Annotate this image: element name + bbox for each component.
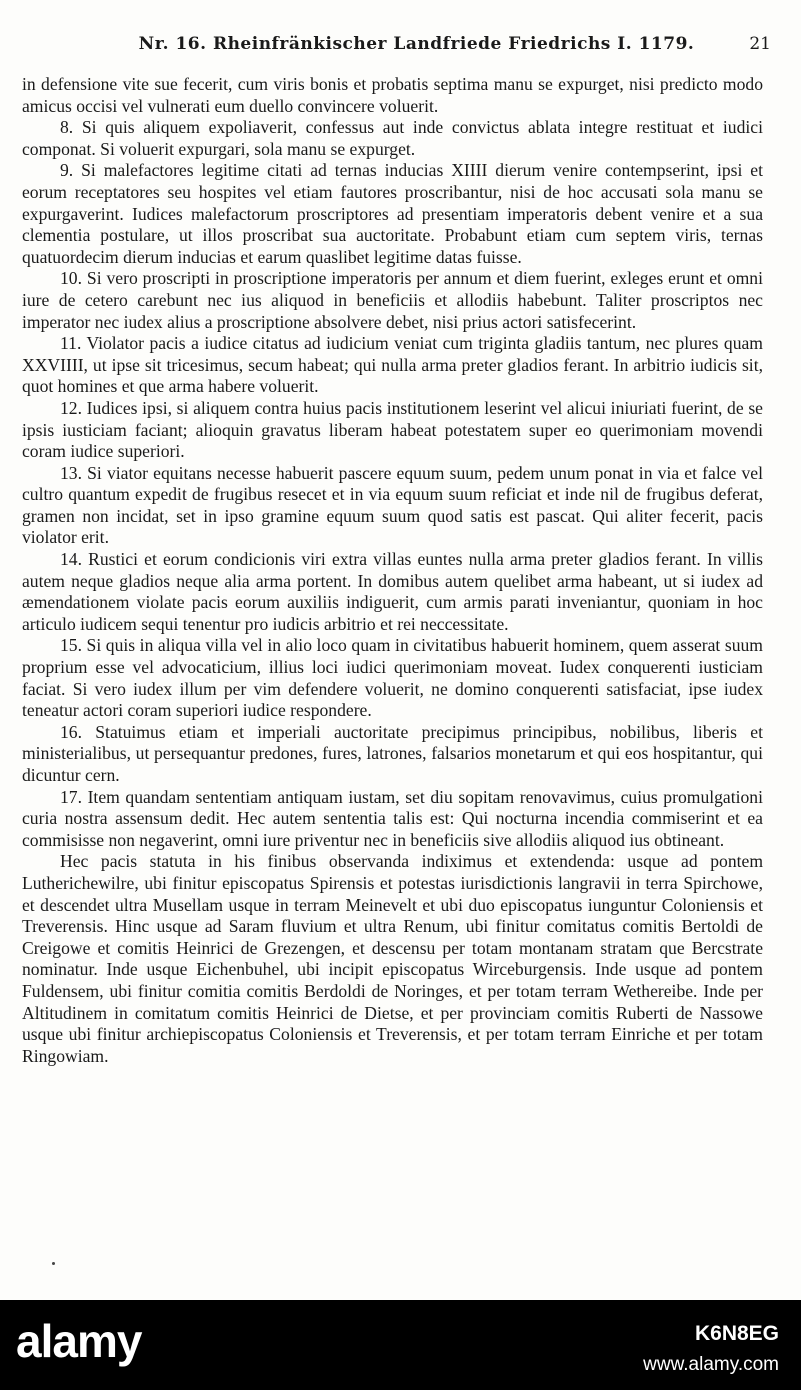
paragraph-12: 12. Iudices ipsi, si aliquem contra huius pacis institutionem leserint vel alicui iniuriati fuerint, de se ipsis iusticiam faciant; alioquin gravatus liberam habeat potestatem super eo querimoniam movendi coram iudice superiori. (22, 397, 763, 462)
image-code: K6N8EG (694, 1322, 779, 1345)
paragraph-8: 8. Si quis aliquem expoliaverit, confessus aut inde convictus ablata integre restituat et iudici componat. Si voluerit expurgari, sola manu se expurget. (22, 117, 763, 159)
paragraph-14: 14. Rustici et eorum condicionis viri extra villas euntes nulla arma preter gladios ferant. In villis autem neque gladios neque alia arma portent. In domibus autem quelibet arma habeant, ut si iudex ad æmendationem violate pacis eorum auxiliis indiguerit, cum armis parati inveniantur, quoniam in hoc articulo iudicem sequi tenentur pro iudicis arbitrio et rei neccessitate. (22, 549, 763, 634)
watermark-footer (0, 1300, 801, 1390)
paragraph-17: 17. Item quandam sententiam antiquam iustam, set diu sopitam renovavimus, cuius promulgationi curia nostra assensum dedit. Hec autem sententia talis est: Qui nocturna incendia commiserint et ea commisisse non negaverint, omni iure priventur nec in beneficiis sive allodiis aliquod ius obtineant. (22, 786, 763, 850)
body-text (22, 74, 763, 1067)
paragraph-13: 13. Si viator equitans necesse habuerit pascere equum suum, pedem unum ponat in via et falce vel cultro quantum expedit de frugibus resecet et in via equum suum reficiat et inde nil de frugibus deferat, gramen non incidat, set in ipso gramine equum suum quod satis est pascat. Qui aliter fecerit, pacis violator erit. (22, 462, 763, 548)
page-number: 21 (749, 34, 771, 54)
footer-url: www.alamy.com (643, 1354, 779, 1375)
paragraph-11: 11. Violator pacis a iudice citatus ad iudicium veniat cum triginta gladiis tantum, nec plures quam XXVIIII, ut ipse sit tricesimus, secum habeat; qui nulla arma preter gladios ferant. In arbitrio iudicis sit, quot homines et que arma habere voluerit. (22, 333, 763, 397)
paragraph-boundaries: Hec pacis statuta in his finibus observanda indiximus et extendenda: usque ad pontem Lutherichewilre, ubi finitur episcopatus Spirensis et potestas iurisdictionis langravii in terra Spirchowe, et descendet ultra Musellam usque in terram Meinevelt et ubi duo episcopatus iunguntur Coloniensis et Treverensis. Hinc usque ad Saram fluvium et ultra Renum, ubi finitur comitatus comitis Bertoldi de Creigowe et comitis Heinrici de Grezengen, et descensu per totam montanam stratam que Bercstrate nominatur. Inde usque Eichenbuhel, ubi incipit episcopatus Wirceburgensis. Inde usque ad pontem Fuldensem, ubi finitur comitia comitis Berdoldi de Noringes, et per totam terram Wethereibe. Inde per Altitudinem in comitatum comitis Heinrici de Dietse, et per provinciam comitis Ruberti de Nassowe usque ubi finitur archiepiscopatus Coloniensis et Treverensis, et per totam terram Einriche et per totam Ringowiam. (22, 851, 763, 1066)
paragraph-15: 15. Si quis in aliqua villa vel in alio loco quam in civitatibus habuerit hominem, quem asserat suum proprium esse vel advocaticium, illius loci iudici querimoniam moveat. Iudex conquerenti iusticiam faciat. Si vero iudex illum per vim defendere voluerit, ne domino conquerenti satisfaciat, ipse iudex teneatur actori coram superiori iudice respondere. (22, 635, 763, 721)
alamy-logo: alamy (16, 1315, 142, 1367)
paragraph-continuation: in defensione vite sue fecerit, cum viris bonis et probatis septima manu se expurget, nisi predicto modo amicus occisi vel vulnerati eum duello convincere voluerit. (22, 74, 763, 116)
paragraph-9: 9. Si malefactores legitime citati ad ternas inducias XIIII dierum venire contempserint, ipsi et eorum receptatores seu hospites vel etiam fautores proscribantur, nisi de hoc accusati sola manu se expurgaverint. Iudices malefactorum proscriptores ad presentiam imperatoris debent venire et a sua clementia postulare, ut illos proscribat sua auctoritate. Probabunt etiam cum septem viris, ternas quatuordecim dierum inducias et earum quaslibet legitime datas fuisse. (22, 160, 763, 267)
stray-mark (52, 1262, 55, 1265)
paragraph-16: 16. Statuimus etiam et imperiali auctoritate precipimus principibus, nobilibus, liberis et ministerialibus, ut persequantur predones, fures, latrones, falsarios monetarum et qui eos hospitantur, qui dicuntur cern. (22, 721, 763, 785)
paragraph-10: 10. Si vero proscripti in proscriptione imperatoris per annum et diem fuerint, exleges erunt et omni iure de cetero carebunt nec ius aliquod in beneficiis et allodiis habebunt. Taliter proscriptos nec imperator nec iudex alius a proscriptione absolvere debet, nisi prius actori satisfecerint. (22, 268, 763, 332)
running-title: Nr. 16. Rheinfränkischer Landfriede Friedrichs I. 1179. (138, 34, 695, 54)
page-header (22, 34, 771, 58)
